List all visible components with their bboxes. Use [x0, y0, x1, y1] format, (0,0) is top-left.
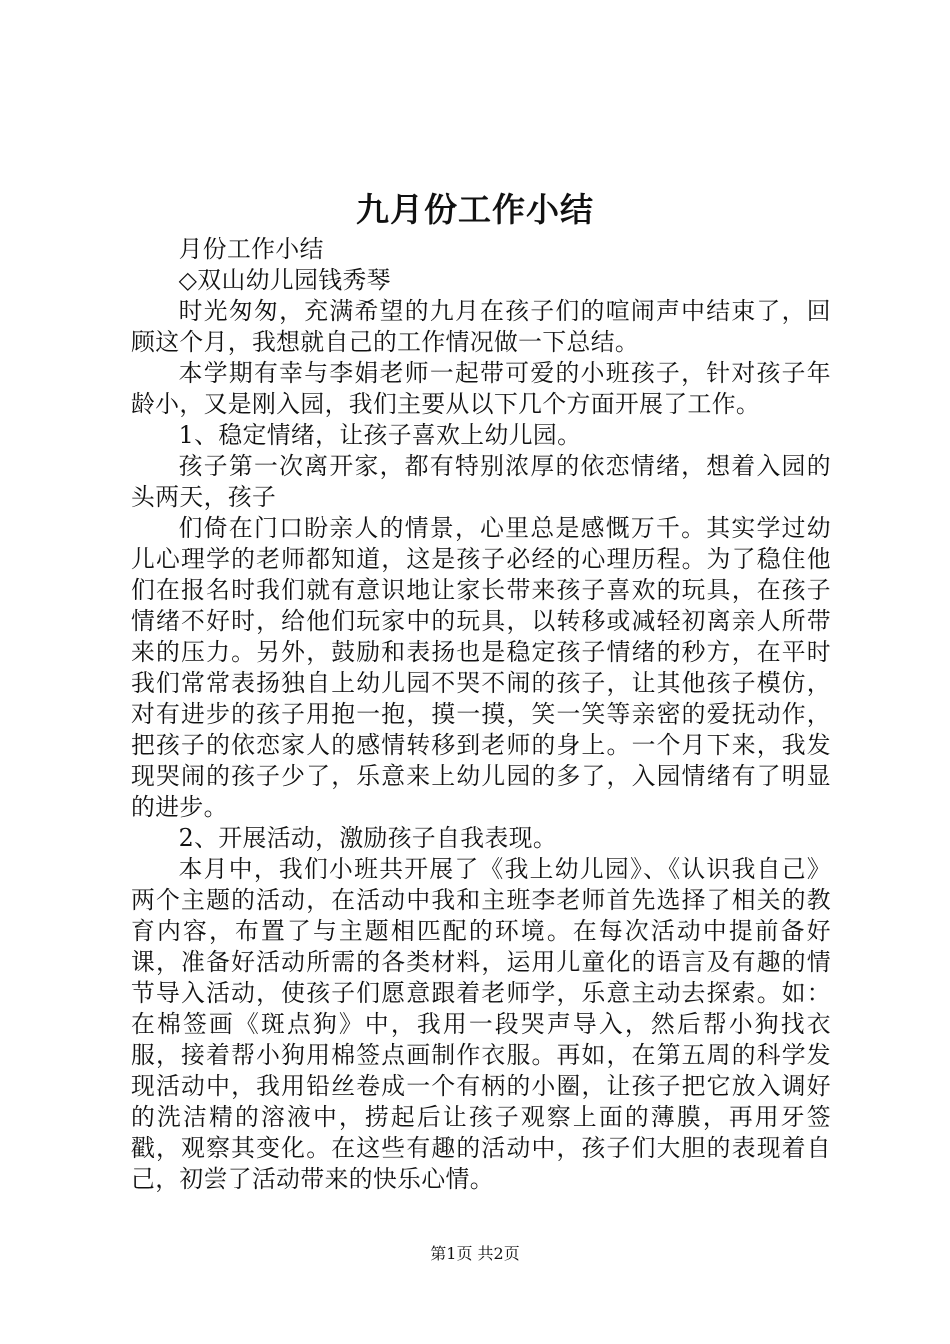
section-heading-1: 1、稳定情绪，让孩子喜欢上幼儿园。: [178, 421, 582, 449]
section-heading-2: 2、开展活动，激励孩子自我表现。: [178, 824, 558, 852]
paragraph-section1-b: 们倚在门口盼亲人的情景，心里总是感慨万千。其实学过幼儿心理学的老师都知道，这是孩子必经的心理历程。为了稳住他们在报名时我们就有意识地让家长带来孩子喜欢的玩具，在孩子情绪不好时，给他们玩家中的玩具，以转移或减轻初离亲人所带来的压力。另外，鼓励和表扬也是稳定孩子情绪的秒方，在平时我们常常表扬独自上幼儿园不哭不闹的孩子，让其他孩子模仿，对有进步的孩子用抱一抱，摸一摸，笑一笑等亲密的爱抚动作，把孩子的依恋家人的感情转移到老师的身上。一个月下来，我发现哭闹的孩子少了，乐意来上幼儿园的多了，入园情绪有了明显的进步。: [131, 514, 831, 821]
paragraph-overview: 本学期有幸与李娟老师一起带可爱的小班孩子，针对孩子年龄小，又是刚入园，我们主要从以下几个方面开展了工作。: [131, 359, 831, 418]
paragraph-author: ◇双山幼儿园钱秀琴: [178, 266, 391, 294]
document-body: [131, 234, 831, 1195]
paragraph-section2: 本月中，我们小班共开展了《我上幼儿园》、《认识我自己》两个主题的活动，在活动中我和主班李老师首先选择了相关的教育内容，布置了与主题相匹配的环境。在每次活动中提前备好课，准备好活动所需的各类材料，运用儿童化的语言及有趣的情节导入活动，使孩子们愿意跟着老师学，乐意主动去探索。如：在棉签画《斑点狗》中，我用一段哭声导入，然后帮小狗找衣服，接着帮小狗用棉签点画制作衣服。再如，在第五周的科学发现活动中，我用铅丝卷成一个有柄的小圈，让孩子把它放入调好的洗洁精的溶液中，捞起后让孩子观察上面的薄膜，再用牙签戳，观察其变化。在这些有趣的活动中，孩子们大胆的表现着自己，初尝了活动带来的快乐心情。: [131, 855, 831, 1193]
paragraph-intro: 时光匆匆，充满希望的九月在孩子们的喧闹声中结束了，回顾这个月，我想就自己的工作情况做一下总结。: [131, 297, 831, 356]
document-title: 九月份工作小结: [356, 190, 594, 229]
page-footer: 第1页 共2页: [430, 1244, 520, 1263]
paragraph-section1-a: 孩子第一次离开家，都有特别浓厚的依恋情绪，想着入园的头两天，孩子: [131, 452, 831, 511]
paragraph-subtitle: 月份工作小结: [178, 235, 324, 263]
